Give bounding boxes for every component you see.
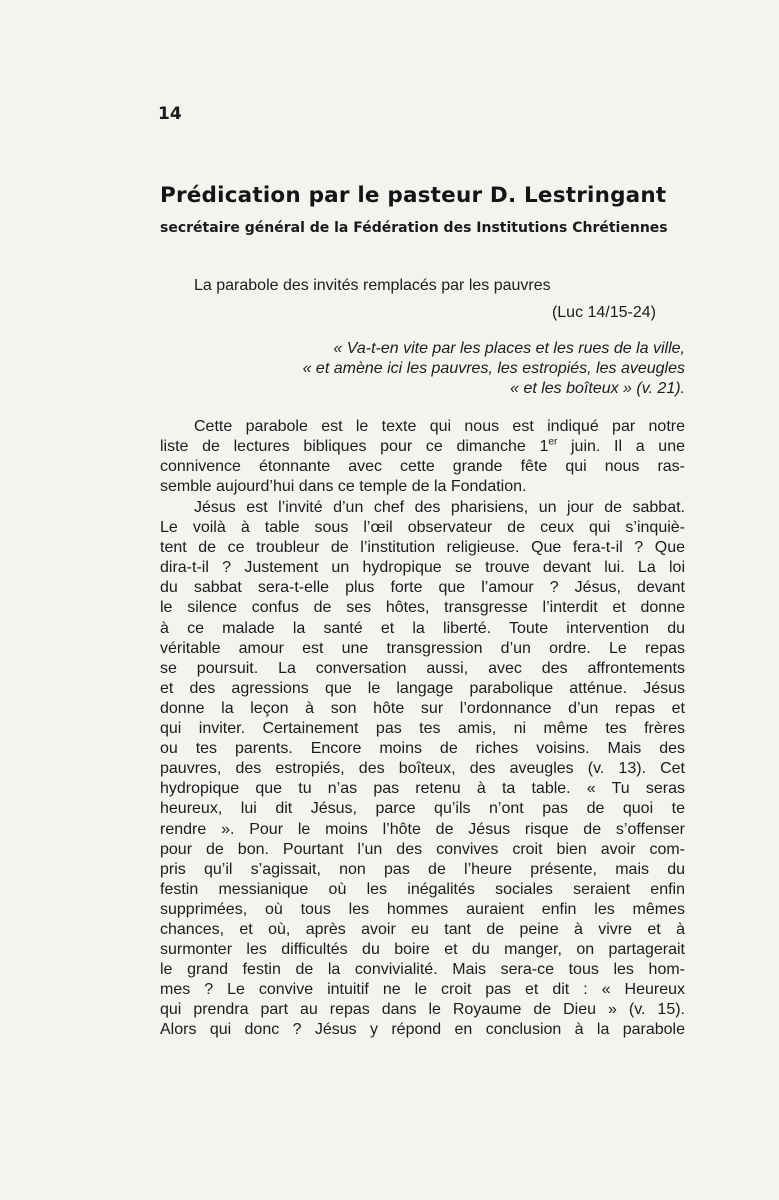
text-line: qui inviter. Certainement pas tes amis, ni même tes frères <box>160 720 685 738</box>
text-line: du sabbat sera-t-elle plus forte que l’amour ? Jésus, devant <box>160 579 685 597</box>
text-line: semble aujourd’hui dans ce temple de la Fondation. <box>160 478 527 496</box>
text-line: pauvres, des estropiés, des boîteux, des aveugles (v. 13). Cet <box>160 760 685 778</box>
epigraph-line: « Va-t-en vite par les places et les rues de la ville, <box>333 340 685 357</box>
text-line: pour de bon. Pourtant l’un des convives croit bien avoir com- <box>160 840 685 858</box>
text-line: pris qu’il s’agissait, non pas de l’heure présente, mais du <box>160 860 685 878</box>
text-line: et des agressions que le langage parabolique atténue. Jésus <box>160 679 685 697</box>
sermon-topic: La parabole des invités remplacés par les pauvres <box>194 277 551 294</box>
text-line: Jésus est l’invité d’un chef des pharisiens, un jour de sabbat. <box>194 499 685 516</box>
text-line: festin messianique où les inégalités sociales seraient enfin <box>160 880 685 898</box>
epigraph-line: « et les boîteux » (v. 21). <box>510 380 685 397</box>
page-title: Prédication par le pasteur D. Lestringant <box>160 183 667 208</box>
text-line: heureux, lui dit Jésus, parce qu’ils n’ont pas de quoi te <box>160 800 685 818</box>
bible-reference: (Luc 14/15-24) <box>551 304 656 321</box>
text-line: connivence étonnante avec cette grande fête qui nous ras- <box>160 458 685 476</box>
paragraph-main <box>160 498 685 1041</box>
text-line: chances, et où, après avoir eu tant de peine à vivre et à <box>160 920 685 938</box>
text-line: surmonter les difficultés du boire et du manger, on partagerait <box>160 941 685 959</box>
text-line: dira-t-il ? Justement un hydropique se trouve devant lui. La loi <box>160 559 685 577</box>
text-line: qui prendra part au repas dans le Royaume de Dieu » (v. 15). <box>160 1001 685 1019</box>
page-number: 14 <box>158 104 182 124</box>
page-subtitle: secrétaire général de la Fédération des Institutions Chrétiennes <box>160 220 668 236</box>
text-line: tent de ce troubleur de l’institution religieuse. Que fera-t-il ? Que <box>160 539 685 557</box>
text-line: mes ? Le convive intuitif ne le croit pas et dit : « Heureux <box>160 981 685 999</box>
text-line: donne la leçon à son hôte sur l’ordonnance d’un repas et <box>160 699 685 717</box>
text-line: Le voilà à table sous l’œil observateur de ceux qui s’inquiè- <box>160 519 685 537</box>
epigraph-line: « et amène ici les pauvres, les estropiés, les aveugles <box>302 360 685 377</box>
text-fragment: juin. Il a une <box>557 438 685 456</box>
text-fragment: liste de lectures bibliques pour ce dimanche 1 <box>160 438 549 456</box>
text-line: rendre ». Pour le moins l’hôte de Jésus risque de s’offenser <box>160 820 685 838</box>
text-line: le grand festin de la convivialité. Mais sera-ce tous les hom- <box>160 961 685 979</box>
text-line: le silence confus de ses hôtes, transgresse l’interdit et donne <box>160 599 685 617</box>
text-line: supprimées, où tous les hommes auraient enfin les mêmes <box>160 900 685 918</box>
text-line: hydropique que tu n’as pas retenu à ta table. « Tu seras <box>160 780 685 798</box>
text-line: ou tes parents. Encore moins de riches voisins. Mais des <box>160 740 685 758</box>
text-line <box>160 437 685 457</box>
text-line: véritable amour est une transgression d’un ordre. Le repas <box>160 639 685 657</box>
text-line: Cette parabole est le texte qui nous est indiqué par notre <box>194 418 685 435</box>
text-line: se poursuit. La conversation aussi, avec des affrontements <box>160 659 685 677</box>
paragraph-intro <box>160 417 685 497</box>
ordinal-suffix: er <box>548 436 558 448</box>
text-line: à ce malade la santé et la liberté. Toute intervention du <box>160 619 685 637</box>
text-line: Alors qui donc ? Jésus y répond en conclusion à la parabole <box>160 1021 685 1039</box>
